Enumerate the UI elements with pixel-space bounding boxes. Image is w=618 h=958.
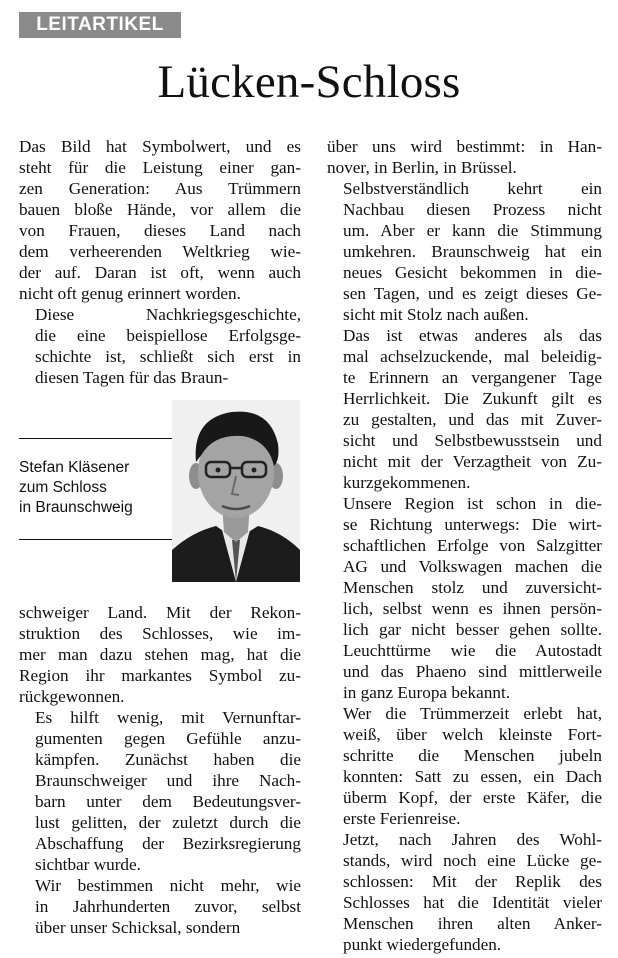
text-line: in Jahrhunderten zuvor, selbst: [35, 897, 301, 916]
text-line: lich, selbst wenn es ihnen persön-: [343, 599, 602, 618]
author-box: [19, 438, 174, 541]
text-line: Schlosses hat die Identität vieler: [343, 893, 602, 912]
text-line: Jetzt, nach Jahren des Wohl-: [343, 830, 602, 849]
headline: Lücken-Schloss: [157, 56, 461, 108]
text-line: lich gar nicht besser gehen sollte.: [343, 620, 602, 639]
paragraph: [19, 304, 301, 388]
text-line: in ganz Europa bekannt.: [343, 683, 511, 702]
text-line: die eine beispiellose Erfolgsge-: [35, 326, 301, 345]
text-line: lust gelitten, der zuletzt durch die: [35, 813, 301, 832]
text-line: te Erinnern an vergangener Tage: [343, 368, 602, 387]
text-line: rückgewonnen.: [19, 687, 125, 706]
column-right: [327, 136, 602, 955]
text-line: schweiger Land. Mit der Rekon-: [19, 603, 301, 622]
section-rubric: LEITARTIKEL: [19, 12, 181, 38]
text-line: schichte ist, schließt sich erst in: [35, 347, 301, 366]
text-line: Das Bild hat Symbolwert, und es: [19, 137, 301, 156]
text-line: über uns wird bestimmt: in Han-: [327, 137, 602, 156]
text-line: mal achselzuckende, mal beleidig-: [343, 347, 602, 366]
text-line: stands, wird noch eine Lücke ge-: [343, 851, 602, 870]
text-line: nicht oft genug erinnert worden.: [19, 284, 241, 303]
author-name: Stefan Kläsener: [19, 459, 130, 476]
paragraph: [19, 136, 301, 304]
text-line: Herrlichkeit. Die Zukunft gilt es: [343, 389, 602, 408]
text-line: se Richtung unterwegs: Die wirt-: [343, 515, 602, 534]
paragraph: [19, 875, 301, 938]
text-line: umkehren. Braunschweig hat ein: [343, 242, 602, 261]
text-line: Das ist etwas anderes als das: [343, 326, 602, 345]
text-line: kurzgekommenen.: [343, 473, 471, 492]
text-line: Abschaffung der Bezirksregierung: [35, 834, 301, 853]
text-line: Diese Nachkriegsgeschichte,: [35, 305, 301, 324]
text-line: Braunschweiger und ihre Nach-: [35, 771, 301, 790]
text-line: schaftlichen Erfolge von Salzgitter: [343, 536, 602, 555]
text-line: von Frauen, dieses Land nach: [19, 221, 301, 240]
text-line: weiß, über welch kleinste Fort-: [343, 725, 602, 744]
text-line: diesen Tagen für das Braun-: [35, 368, 229, 387]
column-left-top: [19, 136, 301, 388]
text-line: sen Tagen, und es zeigt dieses Ge-: [343, 284, 602, 303]
column-left-bottom: [19, 602, 301, 938]
portrait-photo: [172, 400, 300, 582]
text-line: über unser Schicksal, sondern: [35, 918, 241, 937]
text-line: schlossen: Mit der Replik des: [343, 872, 602, 891]
text-line: AG und Volkswagen machen die: [343, 557, 602, 576]
text-line: Wir bestimmen nicht mehr, wie: [35, 876, 301, 895]
text-line: Menschen stolz und zuversicht-: [343, 578, 602, 597]
author-rule-bottom: [19, 539, 174, 540]
paragraph: [327, 325, 602, 493]
text-line: Nachbau diesen Prozess nicht: [343, 200, 602, 219]
text-line: struktion des Schlosses, wie im-: [19, 624, 301, 643]
text-line: Leuchttürme wie die Autostadt: [343, 641, 602, 660]
text-line: kämpfen. Zunächst haben die: [35, 750, 301, 769]
author-location: in Braunschweig: [19, 499, 133, 516]
text-line: überm Kopf, der erste Käfer, die: [343, 788, 602, 807]
paragraph: [19, 602, 301, 707]
text-line: nover, in Berlin, in Brüssel.: [327, 158, 517, 177]
text-line: um. Aber er kann die Stimmung: [343, 221, 602, 240]
text-line: sicht und Selbstbewusstsein und: [343, 431, 602, 450]
text-line: Region ihr markantes Symbol zu-: [19, 666, 301, 685]
paragraph: [19, 707, 301, 875]
author-topic: zum Schloss: [19, 479, 107, 496]
text-line: Unsere Region ist schon in die-: [343, 494, 602, 513]
text-line: Selbstverständlich kehrt ein: [343, 179, 602, 198]
text-line: und das Phaeno sind mittlerweile: [343, 662, 602, 681]
paragraph: [327, 829, 602, 955]
text-line: neues Gesicht bekommen in die-: [343, 263, 602, 282]
text-line: sichtbar wurde.: [35, 855, 141, 874]
text-line: nicht mit der Verzagtheit von Zu-: [343, 452, 602, 471]
text-line: zu gestalten, und das mit Zuver-: [343, 410, 602, 429]
text-line: steht für die Leistung einer gan-: [19, 158, 301, 177]
text-line: bauen bloße Hände, vor allem die: [19, 200, 301, 219]
text-line: sicht mit Stolz nach außen.: [343, 305, 529, 324]
paragraph: [327, 703, 602, 829]
text-line: schritte die Menschen jubeln: [343, 746, 602, 765]
text-line: dem verheerenden Weltkrieg wie-: [19, 242, 301, 261]
text-line: konnten: Satt zu essen, ein Dach: [343, 767, 602, 786]
author-byline: [19, 458, 133, 518]
text-line: Menschen ihren alten Anker-: [343, 914, 602, 933]
paragraph: [327, 493, 602, 703]
text-line: zen Generation: Aus Trümmern: [19, 179, 301, 198]
text-line: barn unter dem Bedeutungsver-: [35, 792, 301, 811]
text-line: erste Ferienreise.: [343, 809, 461, 828]
text-line: Es hilft wenig, mit Vernunftar-: [35, 708, 301, 727]
paragraph: [327, 178, 602, 325]
text-line: gumenten gegen Gefühle anzu-: [35, 729, 301, 748]
text-line: punkt wiedergefunden.: [343, 935, 502, 954]
text-line: Wer die Trümmerzeit erlebt hat,: [343, 704, 602, 723]
text-line: mer man dazu stehen mag, hat die: [19, 645, 301, 664]
author-portrait: [172, 400, 300, 582]
author-rule-top: [19, 438, 174, 439]
text-line: der auf. Daran ist oft, wenn auch: [19, 263, 301, 282]
paragraph: [327, 136, 602, 178]
